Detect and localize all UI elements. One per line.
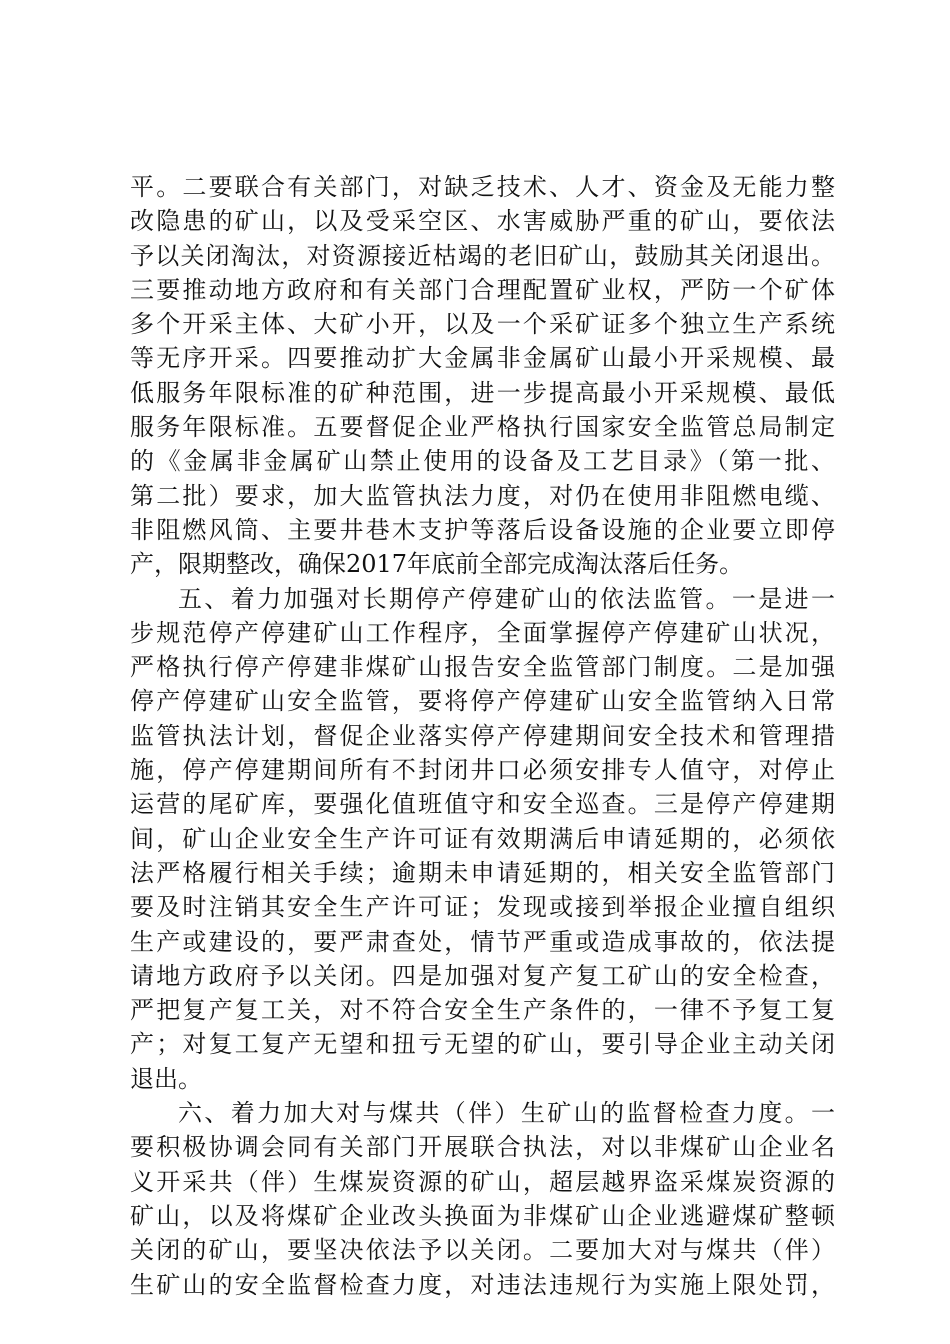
text-line: 服务年限标准。五要督促企业严格执行国家安全监管总局制定 [130,413,835,442]
text-line: 关闭的矿山，要坚决依法予以关闭。二要加大对与煤共（伴） [130,1236,835,1265]
text-line: 矿山，以及将煤矿企业改头换面为非煤矿山企业逃避煤矿整顿 [130,1201,835,1230]
paragraph-start-line: 五、着力加强对长期停产停建矿山的依法监管。一是进一 [178,584,835,613]
paragraph-end-line: 退出。 [130,1064,202,1093]
text-line: 产；对复工复产无望和扭亏无望的矿山，要引导企业主动关闭 [130,1030,835,1059]
text-line: 予以关闭淘汰，对资源接近枯竭的老旧矿山，鼓励其关闭退出。 [130,241,835,270]
text-line: 低服务年限标准的矿种范围，进一步提高最小开采规模、最低 [130,378,835,407]
text-line: 生产或建设的，要严肃查处，情节严重或造成事故的，依法提 [130,927,835,956]
text-line: 步规范停产停建矿山工作程序，全面掌握停产停建矿山状况， [130,618,835,647]
text-line: 三要推动地方政府和有关部门合理配置矿业权，严防一个矿体 [130,275,835,304]
text-line: 间，矿山企业安全生产许可证有效期满后申请延期的，必须依 [130,824,835,853]
text-line: 改隐患的矿山，以及受采空区、水害威胁严重的矿山，要依法 [130,207,835,236]
text-line: 义开采共（伴）生煤炭资源的矿山，超层越界盗采煤炭资源的 [130,1167,835,1196]
text-line: 严格执行停产停建非煤矿山报告安全监管部门制度。二是加强 [130,653,835,682]
text-line: 停产停建矿山安全监管，要将停产停建矿山安全监管纳入日常 [130,687,835,716]
text-line: 运营的尾矿库，要强化值班值守和安全巡查。三是停产停建期 [130,790,835,819]
paragraph-start-line: 六、着力加大对与煤共（伴）生矿山的监督检查力度。一 [178,1099,835,1128]
text-line: 的《金属非金属矿山禁止使用的设备及工艺目录》（第一批、 [130,447,835,476]
text-line: 施，停产停建期间所有不封闭井口必须安排专人值守，对停止 [130,756,835,785]
paragraph-end-line: 产，限期整改，确保2017年底前全部完成淘汰落后任务。 [130,550,744,579]
text-line: 监管执法计划，督促企业落实停产停建期间安全技术和管理措 [130,721,835,750]
text-line: 请地方政府予以关闭。四是加强对复产复工矿山的安全检查， [130,961,835,990]
text-line: 要积极协调会同有关部门开展联合执法，对以非煤矿山企业名 [130,1133,835,1162]
text-line: 要及时注销其安全生产许可证；发现或接到举报企业擅自组织 [130,893,835,922]
document-body [130,170,835,1302]
text-line: 非阻燃风筒、主要井巷木支护等落后设备设施的企业要立即停 [130,515,835,544]
text-line: 平。二要联合有关部门，对缺乏技术、人才、资金及无能力整 [130,173,835,201]
text-line: 生矿山的安全监督检查力度，对违法违规行为实施上限处罚， [130,1270,835,1299]
text-line: 第二批）要求，加大监管执法力度，对仍在使用非阻燃电缆、 [130,481,835,510]
text-line: 法严格履行相关手续；逾期未申请延期的，相关安全监管部门 [130,858,835,887]
text-line: 严把复产复工关，对不符合安全生产条件的，一律不予复工复 [130,996,835,1025]
text-line: 等无序开采。四要推动扩大金属非金属矿山最小开采规模、最 [130,344,835,373]
text-line: 多个开采主体、大矿小开，以及一个采矿证多个独立生产系统 [130,310,835,339]
